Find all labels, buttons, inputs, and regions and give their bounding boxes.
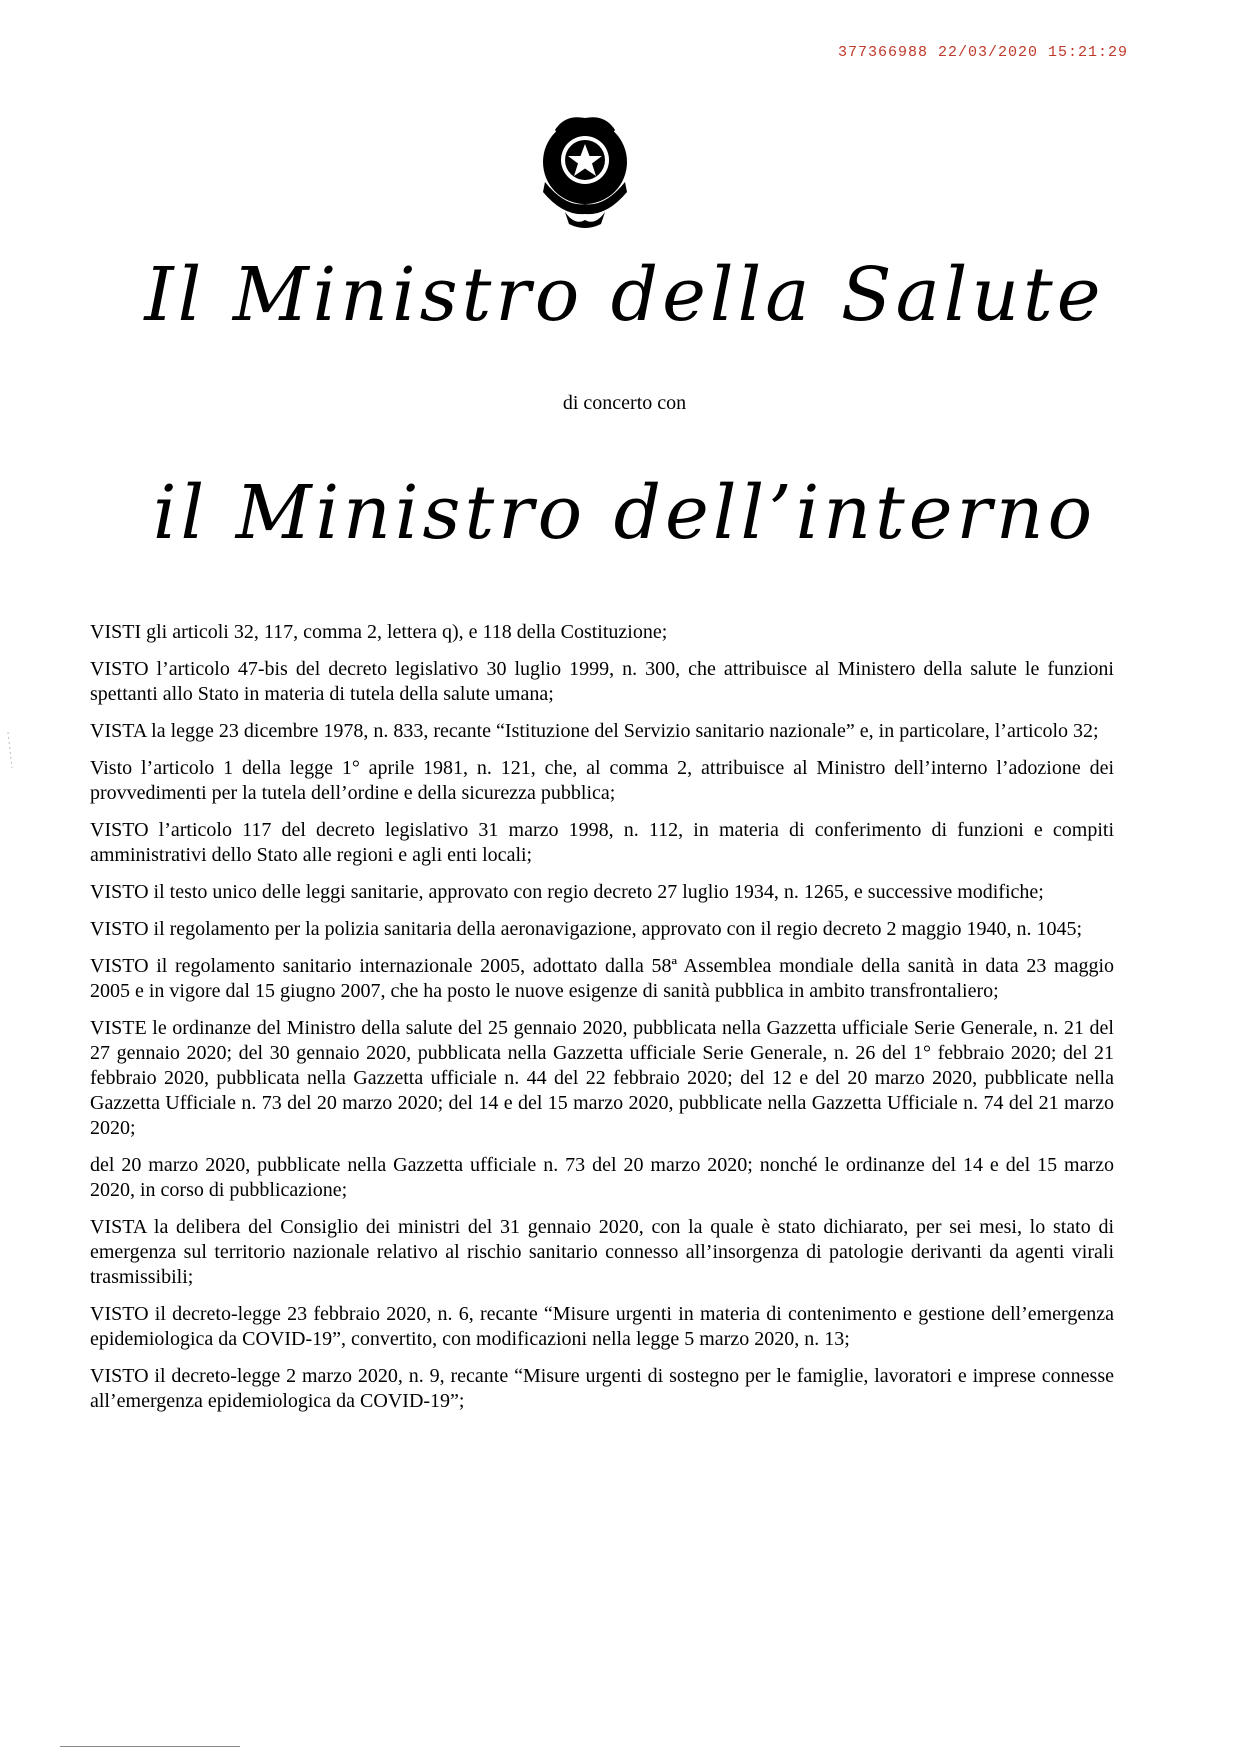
paragraph: VISTO il decreto-legge 2 marzo 2020, n. 9, recante “Misure urgenti di sostegno per le famiglie, lavoratori e imprese connesse all’emergenza epidemiologica da COVID-19”;	[90, 1365, 1114, 1412]
protocol-stamp: 377366988 22/03/2020 15:21:29	[838, 44, 1129, 61]
decree-body	[90, 620, 1114, 1426]
paragraph: del 20 marzo 2020, pubblicate nella Gazzetta ufficiale n. 73 del 20 marzo 2020; nonché le ordinanze del 14 e del 15 marzo 2020, in corso di pubblicazione;	[90, 1154, 1114, 1201]
italian-republic-emblem-icon	[535, 112, 635, 230]
minister-interior-title: il Ministro dell’interno	[152, 470, 1097, 556]
paragraph: VISTO il regolamento per la polizia sanitaria della aeronavigazione, approvato con il regio decreto 2 maggio 1940, n. 1045;	[90, 918, 1083, 940]
footer-divider	[60, 1746, 240, 1747]
paragraph: VISTI gli articoli 32, 117, comma 2, lettera q), e 118 della Costituzione;	[90, 621, 668, 643]
paragraph: Visto l’articolo 1 della legge 1° aprile 1981, n. 121, che, al comma 2, attribuisce al Ministro dell’interno l’adozione dei provvedimenti per la tutela dell’ordine e della sicurezza pubblica;	[90, 757, 1114, 804]
paragraph: VISTA la delibera del Consiglio dei ministri del 31 gennaio 2020, con la quale è stato dichiarato, per sei mesi, lo stato di emergenza sul territorio nazionale relativo al rischio sanitario connesso all’insorgenza di patologie derivanti da agenti virali trasmissibili;	[90, 1216, 1114, 1288]
paragraph: VISTO il decreto-legge 23 febbraio 2020, n. 6, recante “Misure urgenti in materia di contenimento e gestione dell’emergenza epidemiologica da COVID-19”, convertito, con modificazioni nella legge 5 marzo 2020, n. 13;	[90, 1303, 1114, 1350]
paragraph: VISTO l’articolo 117 del decreto legislativo 31 marzo 1998, n. 112, in materia di conferimento di funzioni e compiti amministrativi dello Stato alle regioni e agli enti locali;	[90, 819, 1114, 866]
scan-edge-mark	[4, 730, 18, 770]
paragraph: VISTE le ordinanze del Ministro della salute del 25 gennaio 2020, pubblicata nella Gazzetta ufficiale Serie Generale, n. 21 del 27 gennaio 2020; del 30 gennaio 2020, pubblicata nella Gazzetta ufficiale Serie Generale, n. 26 del 1° febbraio 2020; del 21 febbraio 2020, pubblicata nella Gazzetta ufficiale n. 44 del 22 febbraio 2020; del 12 e del 20 marzo 2020, pubblicate nella Gazzetta Ufficiale n. 73 del 20 marzo 2020; del 14 e del 15 marzo 2020, pubblicate nella Gazzetta Ufficiale n. 74 del 21 marzo 2020;	[90, 1017, 1114, 1139]
minister-health-title: Il Ministro della Salute	[144, 252, 1105, 338]
paragraph: VISTO il testo unico delle leggi sanitarie, approvato con regio decreto 27 luglio 1934, n. 1265, e successive modifiche;	[90, 881, 1044, 903]
concert-connector: di concerto con	[562, 392, 687, 414]
paragraph: VISTO il regolamento sanitario internazionale 2005, adottato dalla 58ª Assemblea mondiale della sanità in data 23 maggio 2005 e in vigore dal 15 giugno 2007, che ha posto le nuove esigenze di sanità pubblica in ambito transfrontaliero;	[90, 955, 1114, 1002]
paragraph: VISTA la legge 23 dicembre 1978, n. 833, recante “Istituzione del Servizio sanitario nazionale” e, in particolare, l’articolo 32;	[90, 720, 1099, 742]
paragraph: VISTO l’articolo 47-bis del decreto legislativo 30 luglio 1999, n. 300, che attribuisce al Ministero della salute le funzioni spettanti allo Stato in materia di tutela della salute umana;	[90, 658, 1114, 705]
